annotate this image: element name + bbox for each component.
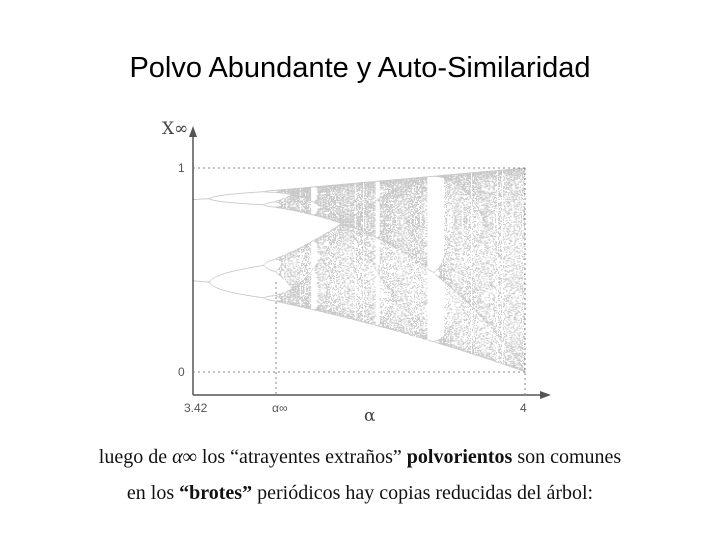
- y-tick-1: 1: [178, 161, 185, 175]
- caption-line-2: [0, 482, 720, 505]
- x-tick-4: 4: [520, 401, 527, 415]
- caption-run: periódicos hay copias reducidas del árbol:: [252, 482, 594, 504]
- x-tick-alpha-inf: α∞: [272, 401, 288, 415]
- caption-run: α∞: [172, 446, 197, 468]
- caption-run: en los: [126, 482, 180, 504]
- caption-run: son comunes: [512, 446, 622, 468]
- caption-run: los “atrayentes extraños”: [196, 446, 407, 468]
- x-axis-label: α: [364, 406, 376, 426]
- y-axis-arrow: [189, 126, 197, 137]
- caption-line-1: [0, 446, 720, 469]
- y-axis-label: X∞: [162, 119, 189, 139]
- bifurcation-plot: [193, 168, 526, 372]
- bifurcation-points: [193, 168, 526, 372]
- caption-run: “brotes”: [179, 482, 253, 504]
- x-tick-3-42: 3.42: [184, 401, 208, 415]
- slide-title: Polvo Abundante y Auto-Similaridad: [129, 52, 591, 84]
- caption-run: polvorientos: [406, 446, 513, 468]
- y-tick-0: 0: [178, 365, 185, 379]
- caption-run: luego de: [98, 446, 173, 468]
- bifurcation-diagram: [160, 110, 560, 430]
- x-axis-arrow: [540, 391, 551, 399]
